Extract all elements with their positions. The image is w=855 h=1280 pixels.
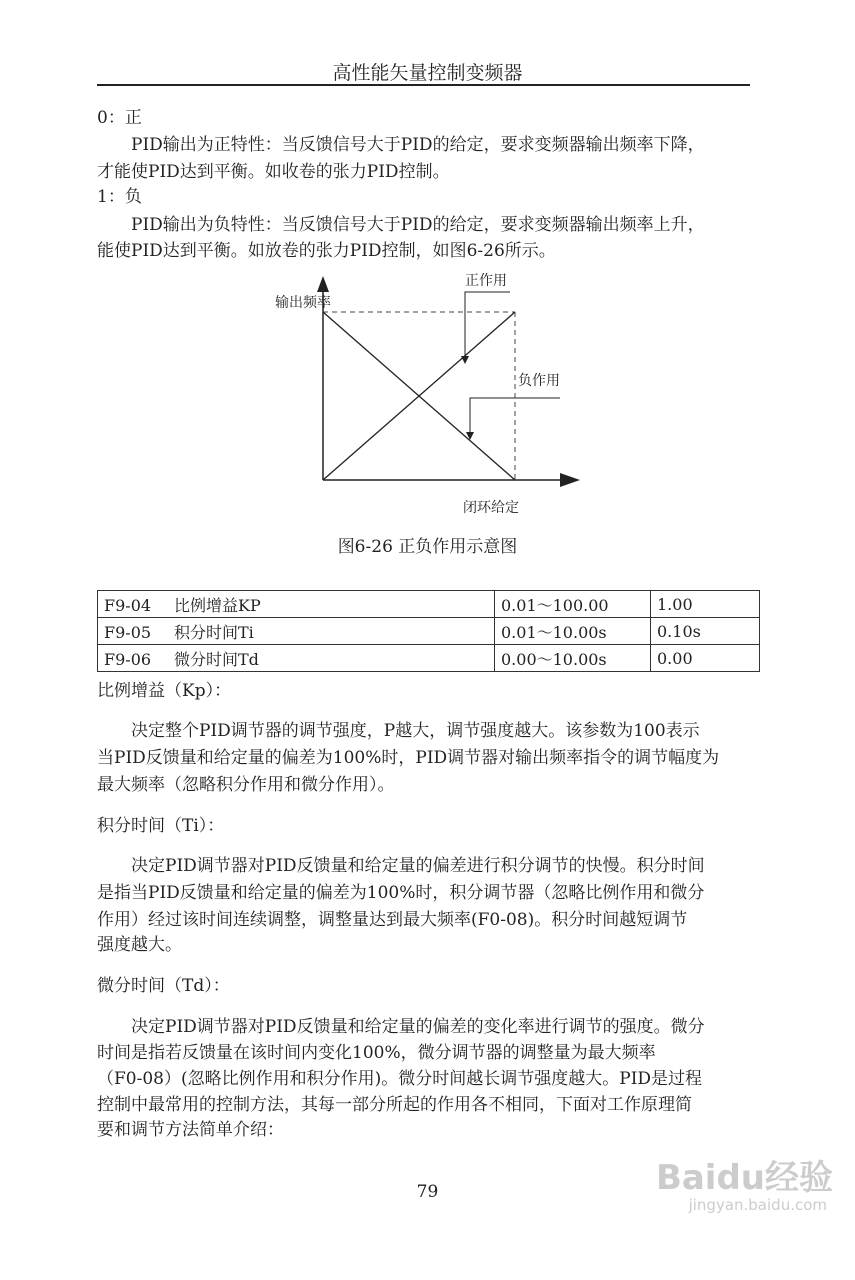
table-row — [98, 645, 760, 672]
negative-label: 负作用 — [518, 373, 560, 389]
option-0: 0：正 — [97, 108, 142, 128]
table-row — [98, 618, 760, 645]
ti-text: 是指当PID反馈量和给定量的偏差为100%时，积分调节器（忽略比例作用和微分 — [97, 883, 705, 903]
td-text: 要和调节方法简单介绍： — [97, 1120, 284, 1140]
param-name: 积分时间Ti — [174, 622, 254, 642]
x-axis-arrow — [560, 473, 580, 487]
kp-text: 决定整个PID调节器的调节强度，P越大，调节强度越大。该参数为100表示 — [131, 721, 700, 741]
option-1: 1：负 — [97, 187, 142, 207]
param-range: 0.01～10.00s — [495, 618, 651, 645]
watermark-logo: Baidu经验 — [655, 1158, 833, 1198]
x-axis-label: 闭环给定 — [463, 500, 519, 516]
param-name: 比例增益KP — [174, 595, 261, 615]
figure-caption: 图6-26 正负作用示意图 — [337, 537, 518, 557]
pid-direction-diagram — [260, 260, 600, 525]
ti-text: 决定PID调节器对PID反馈量和给定量的偏差进行积分调节的快慢。积分时间 — [131, 856, 705, 876]
positive-label: 正作用 — [465, 273, 507, 289]
table-row — [98, 591, 760, 618]
ti-heading: 积分时间（Ti）： — [97, 816, 225, 836]
page-number: 79 — [416, 1182, 439, 1202]
param-code: F9-04 — [104, 595, 152, 615]
param-range: 0.00～10.00s — [495, 645, 651, 672]
td-text: 决定PID调节器对PID反馈量和给定量的偏差的变化率进行调节的强度。微分 — [131, 1017, 705, 1037]
y-axis-label: 输出频率 — [275, 295, 331, 311]
td-text: 控制中最常用的控制方法，其每一部分所起的作用各不相同，下面对工作原理简 — [97, 1095, 692, 1115]
kp-text: 当PID反馈量和给定量的偏差为100%时，PID调节器对输出频率指令的调节幅度为 — [97, 748, 720, 768]
param-default: 0.00 — [651, 645, 760, 672]
td-heading: 微分时间（Td）： — [97, 976, 230, 996]
ti-text: 强度越大。 — [97, 935, 182, 955]
kp-text: 最大频率（忽略积分作用和微分作用）。 — [97, 775, 395, 795]
kp-heading: 比例增益（Kp）： — [97, 681, 232, 701]
param-default: 1.00 — [651, 591, 760, 618]
param-default: 0.10s — [651, 618, 760, 645]
param-name: 微分时间Td — [174, 649, 259, 669]
option-0-desc: 才能使PID达到平衡。如收卷的张力PID控制。 — [97, 162, 450, 182]
parameter-table — [97, 590, 760, 672]
option-1-desc: 能使PID达到平衡。如放卷的张力PID控制，如图6-26所示。 — [97, 241, 556, 261]
header-rule — [97, 84, 750, 86]
td-text: （F0-08）(忽略比例作用和积分作用)。微分时间越长调节强度越大。PID是过程 — [97, 1069, 703, 1089]
watermark-url: jingyan.baidu.com — [688, 1196, 827, 1214]
td-text: 时间是指若反馈量在该时间内变化100%，微分调节器的调整量为最大频率 — [97, 1043, 656, 1063]
param-code: F9-05 — [104, 622, 152, 642]
param-range: 0.01～100.00 — [495, 591, 651, 618]
option-0-desc: PID输出为正特性：当反馈信号大于PID的给定，要求变频器输出频率下降， — [131, 135, 705, 155]
ti-text: 作用）经过该时间连续调整，调整量达到最大频率(F0-08)。积分时间越短调节 — [97, 910, 688, 930]
param-code: F9-06 — [104, 649, 152, 669]
y-axis-arrow — [317, 276, 329, 292]
running-header: 高性能矢量控制变频器 — [332, 62, 523, 84]
option-1-desc: PID输出为负特性：当反馈信号大于PID的给定，要求变频器输出频率上升， — [131, 215, 705, 235]
